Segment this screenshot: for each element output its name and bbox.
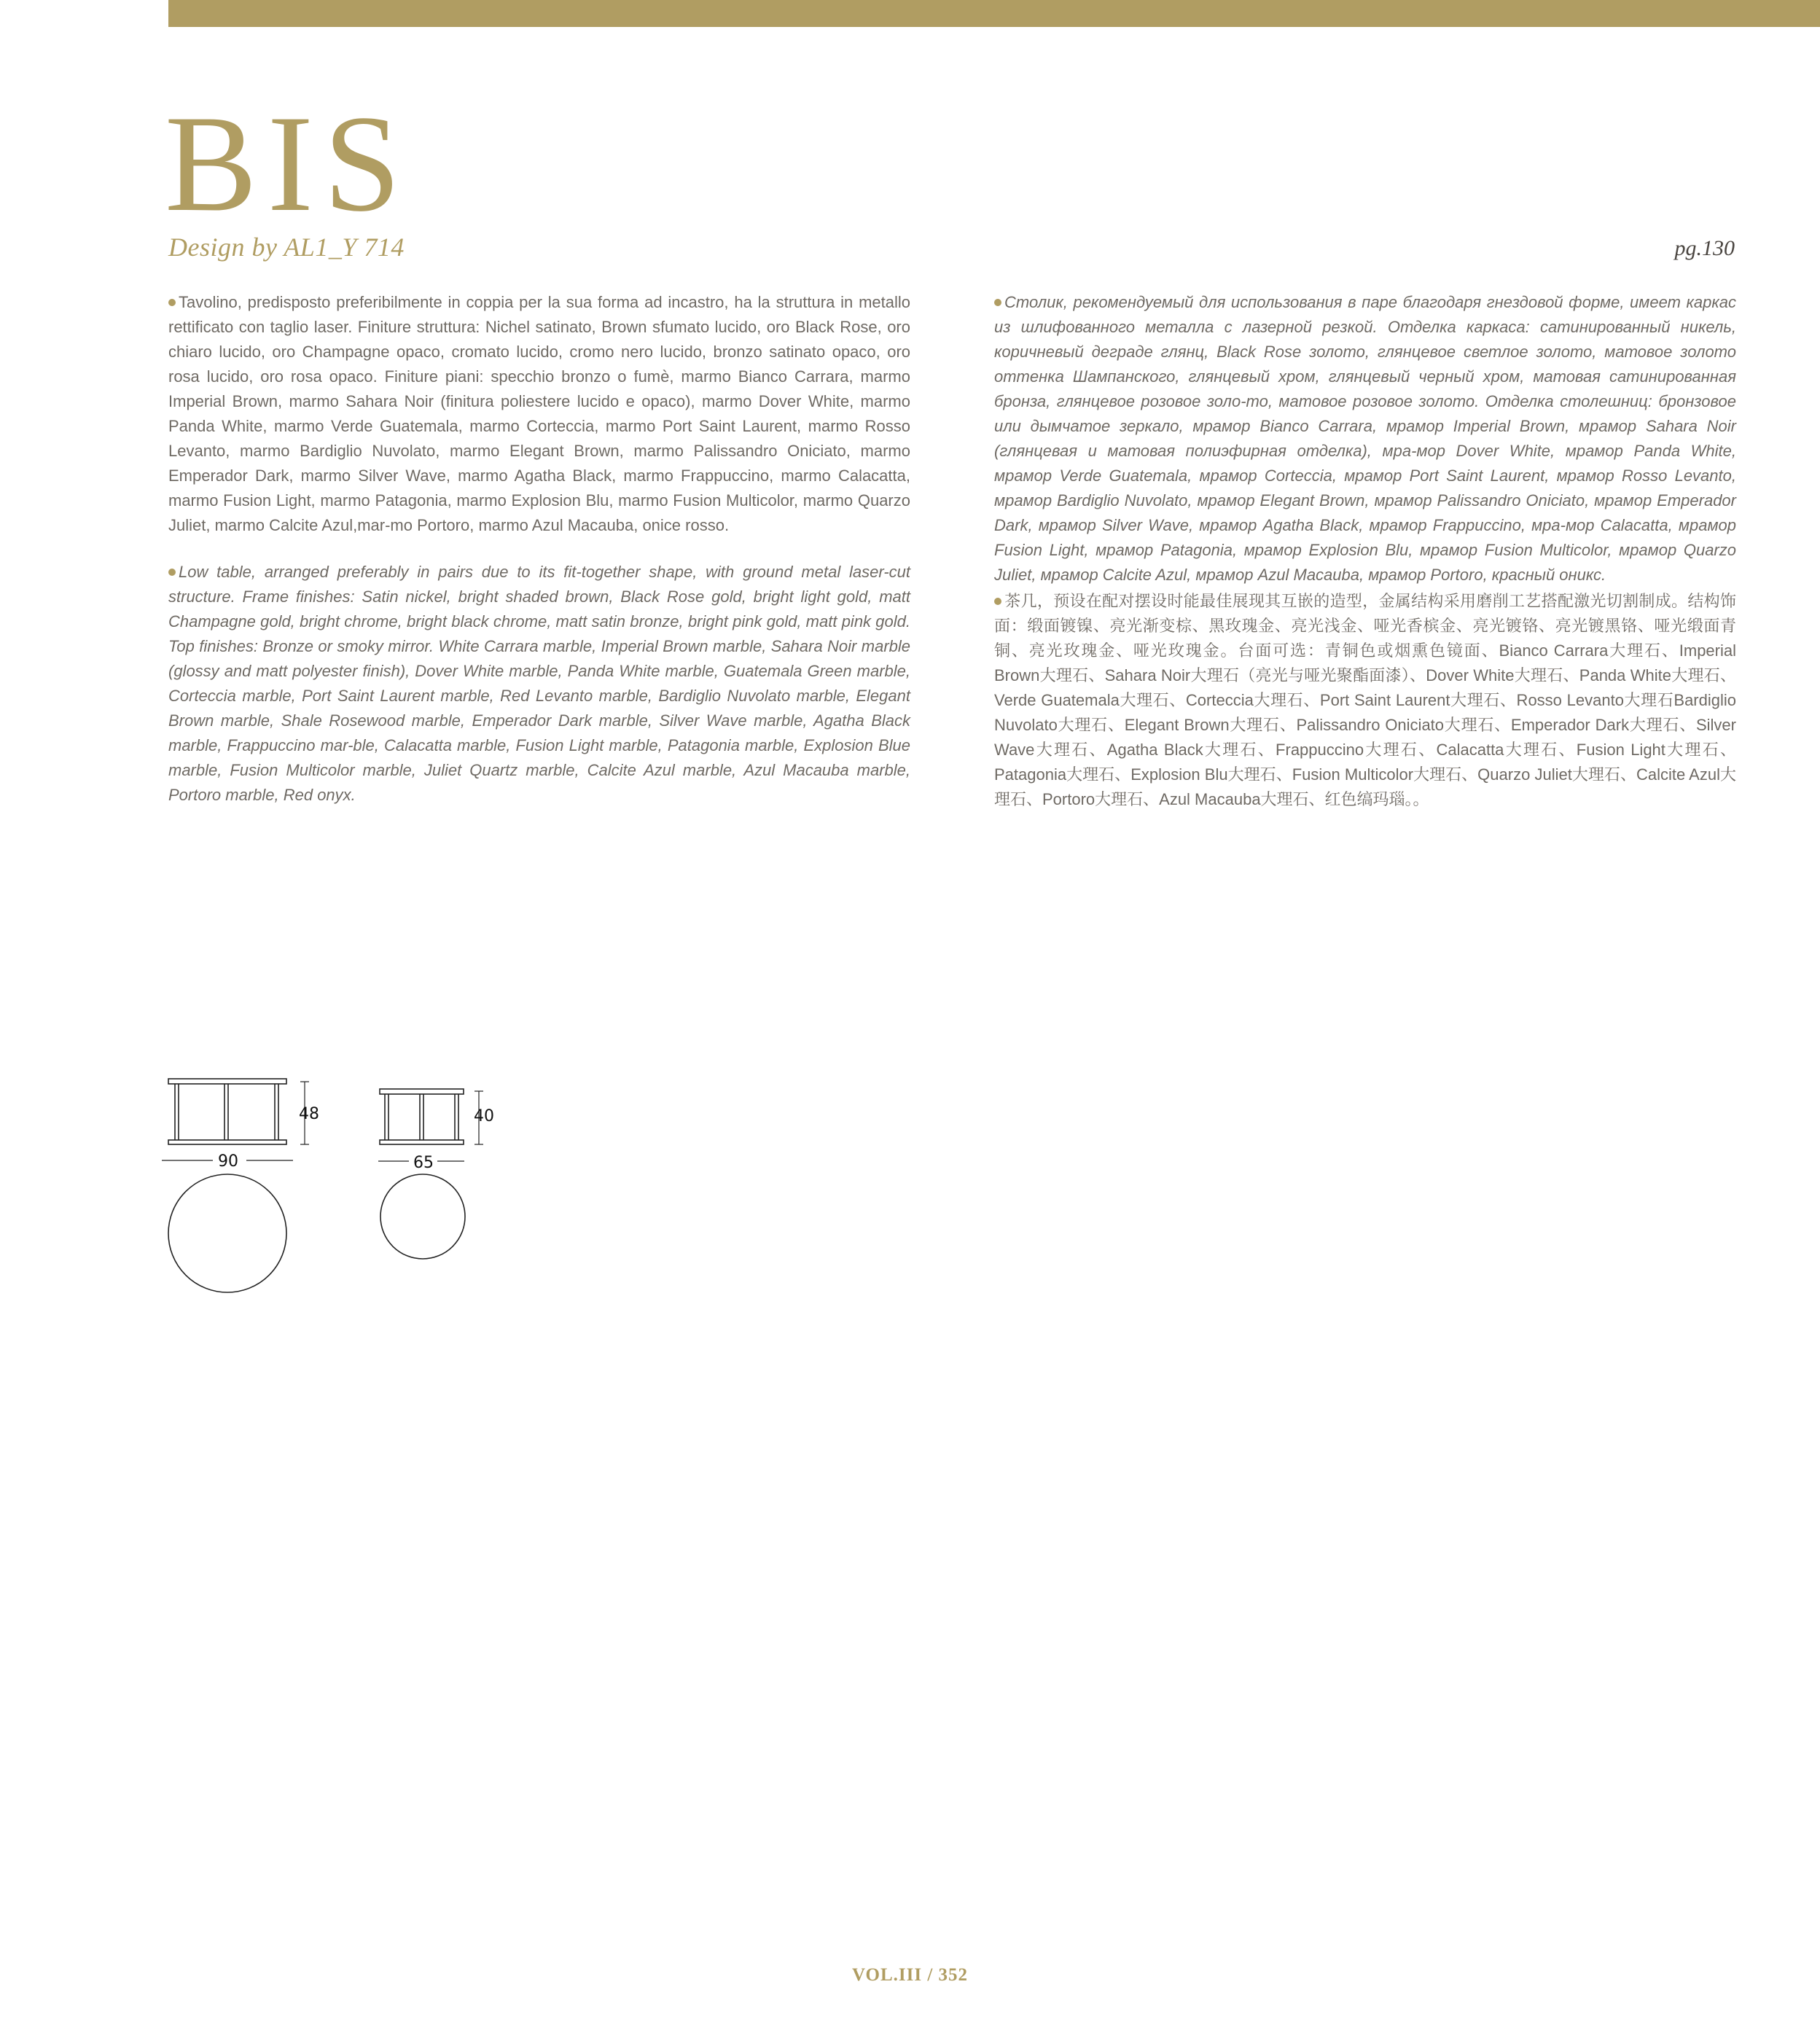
bullet-icon xyxy=(168,569,176,576)
small-table-top-plan xyxy=(380,1174,465,1259)
bullet-icon xyxy=(994,299,1001,306)
top-accent-bar xyxy=(168,0,1820,27)
large-table-height-label: 48 xyxy=(299,1105,319,1123)
description-chinese xyxy=(994,589,1736,812)
bullet-icon xyxy=(994,598,1001,605)
description-russian-text: Столик, рекомендуемый для использования в паре благодаря гнездовой форме, имеет каркас из шлифованного металла с лазерной резкой. Отделка каркаса: сатинированный никель, коричневый деграде глянц, Black Rose золото, глянцевое светлое золото, матовое золото оттенка Шампанского, глянцевый хром, глянцевый черный хром, матовая сатинированная бронза, глянцевое розовое золо-то, матовое розовое золото. Отделка столешниц: бронзовое или дымчатое зеркало, мрамор Bianco Carrara, мрамор Imperial Brown, мрамор Sahara Noir (глянцевая и матовая полиэфирная отделка), мра-мор Dover White, мрамор Panda White, мрамор Verde Guatemala, мрамор Corteccia, мрамор Port Saint Laurent, мрамор Rosso Levanto, мрамор Bardiglio Nuvolato, мрамор Elegant Brown, мрамор Palissandro Oniciato, мрамор Emperador Dark, мрамор Silver Wave, мрамор Agatha Black, мрамор Frappuccino, мра-мор Calacatta, мрамор Fusion Light, мрамор Patagonia, мрамор Explosion Blu, мрамор Fusion Multicolor, мрамор Quarzo Juliet, мрамор Calcite Azul, мрамор Azul Macauba, мрамор Portoro, красный оникс. xyxy=(994,293,1736,584)
small-table-height-label: 40 xyxy=(474,1107,494,1125)
description-chinese-text: 茶几，预设在配对摆设时能最佳展现其互嵌的造型，金属结构采用磨削工艺搭配激光切割制成。结构饰面：缎面镀镍、亮光渐变棕、黑玫瑰金、亮光浅金、哑光香槟金、亮光镀铬、亮光镀黑铬、哑光缎面青铜、亮光玫瑰金、哑光玫瑰金。台面可选：青铜色或烟熏色镜面、Bianco Carrara大理石、Imperial Brown大理石、Sahara Noir大理石（亮光与哑光聚酯面漆）、Dover White大理石、Panda White大理石、Verde Guatemala大理石、Corteccia大理石、Port Saint Laurent大理石、Rosso Levanto大理石Bardiglio Nuvolato大理石、Elegant Brown大理石、Palissandro Oniciato大理石、Emperador Dark大理石、Silver Wave大理石、Agatha Black大理石、Frappuccino大理石、Calacatta大理石、Fusion Light大理石、Patagonia大理石、Explosion Blu大理石、Fusion Multicolor大理石、Quarzo Juliet大理石、Calcite Azul大理石、Portoro大理石、Azul Macauba大理石、红色缟玛瑙。。 xyxy=(994,592,1736,808)
designer-credit: Design by AL1_Y 714 xyxy=(168,233,405,262)
large-table-top-plan xyxy=(168,1174,286,1292)
description-english xyxy=(168,560,910,808)
description-italian xyxy=(168,290,910,538)
page-footer: VOL.III / 352 xyxy=(851,1965,969,1985)
small-table-diagram xyxy=(378,1089,483,1259)
small-table-diameter-label: 65 xyxy=(413,1154,434,1172)
large-table-diameter-label: 90 xyxy=(218,1152,238,1171)
large-table-diagram xyxy=(162,1079,309,1292)
bullet-icon xyxy=(168,299,176,306)
description-english-text: Low table, arranged preferably in pairs due to its fit-together shape, with ground metal laser-cut structure. Frame finishes: Satin nickel, bright shaded brown, Black Rose gold, bright light gold, matt Champagne gold, bright chrome, bright black chrome, matt satin bronze, bright pink gold, matt pink gold. Top finishes: Bronze or smoky mirror. White Carrara marble, Imperial Brown marble, Sahara Noir marble (glossy and matt polyester finish), Dover White marble, Panda White marble, Guatemala Green marble, Corteccia marble, Port Saint Laurent marble, Red Levanto marble, Bardiglio Nuvolato marble, Elegant Brown marble, Shale Rosewood marble, Emperador Dark marble, Silver Wave marble, Agatha Black marble, Frappuccino mar-ble, Calacatta marble, Fusion Light marble, Patagonia marble, Explosion Blue marble, Fusion Multicolor marble, Juliet Quartz marble, Calcite Azul marble, Azul Macauba marble, Portoro marble, Red onyx. xyxy=(168,563,910,804)
dimension-diagrams xyxy=(146,1064,510,1305)
small-table-elevation xyxy=(378,1089,483,1161)
description-russian xyxy=(994,290,1736,587)
product-title: BIS xyxy=(165,87,411,241)
description-italian-text: Tavolino, predisposto preferibilmente in coppia per la sua forma ad incastro, ha la struttura in metallo rettificato con taglio laser. Finiture struttura: Nichel satinato, Brown sfumato lucido, oro Black Rose, oro chiaro lucido, oro Champagne opaco, cromato lucido, cromo nero lucido, bronzo satinato opaco, oro rosa lucido, oro rosa opaco. Finiture piani: specchio bronzo o fumè, marmo Bianco Carrara, marmo Imperial Brown, marmo Sahara Noir (finitura poliestere lucido e opaco), marmo Dover White, marmo Panda White, marmo Verde Guatemala, marmo Corteccia, marmo Port Saint Laurent, marmo Rosso Levanto, marmo Bardiglio Nuvolato, marmo Elegant Brown, marmo Palissandro Oniciato, marmo Emperador Dark, marmo Silver Wave, marmo Agatha Black, marmo Frappuccino, marmo Calacatta, marmo Fusion Light, marmo Patagonia, marmo Explosion Blu, marmo Fusion Multicolor, marmo Quarzo Juliet, marmo Calcite Azul,mar-mo Portoro, marmo Azul Macauba, onice rosso. xyxy=(168,293,910,534)
large-table-elevation xyxy=(162,1079,309,1160)
page-reference: pg.130 xyxy=(1674,236,1735,260)
